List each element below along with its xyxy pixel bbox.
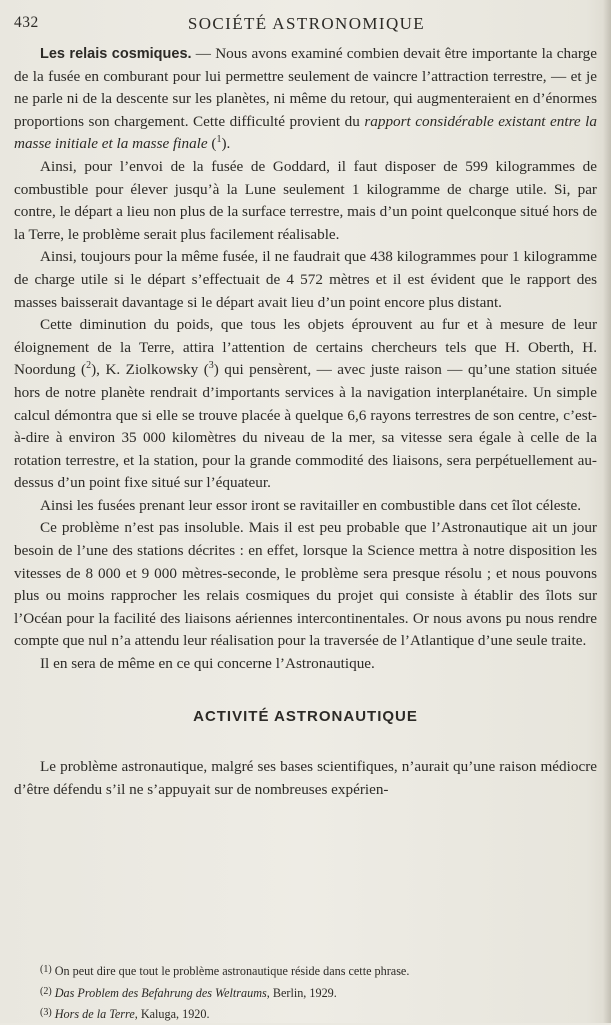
paragraph-text: Cette diminution du poids, que tous les objets éprouvent au fur et à mesure de leur éloignement de la Terre, attira l’attention de certains chercheurs tels que H. Oberth, H. Noordung ( bbox=[14, 316, 597, 379]
section-heading: ACTIVITÉ ASTRONAUTIQUE bbox=[193, 707, 418, 725]
paragraph: Ce problème n’est pas insoluble. Mais il est peu probable que l’Astronautique ait un jour besoin de l’une des stations décrites : en effet, lorsque la Science mettra à notre disposition les vitesses de 8 000 et 9 000 mètres-seconde, le problème sera presque résolu ; et nous pouvons plus ou moins rapprocher les relais cosmiques du projet qui consiste à établir des îlots sur l’Océan pour la facilité des liaisons aériennes intercontinentales. Or nous avons pu nous rendre compte que nul n’a attendu leur réalisation pour la traversée de l’Atlantique d’une seule traite. bbox=[14, 519, 597, 650]
footnote-title: Hors de la Terre bbox=[54, 1007, 135, 1022]
footnote bbox=[40, 960, 590, 982]
paragraph bbox=[14, 314, 597, 495]
paragraph: Le problème astronautique, malgré ses bases scientifiques, n’aurait qu’une raison médiocre d’être défendu s’il ne s’appuyait sur de nombreuses expérien- bbox=[14, 758, 597, 798]
page-edge-shadow bbox=[603, 0, 611, 1023]
footnote-text: , Kaluga, 1920. bbox=[134, 1007, 210, 1022]
emphasis: rapport considérable existant entre la masse initiale et la masse finale bbox=[14, 112, 597, 153]
footnote-text: , Berlin, 1929. bbox=[266, 985, 337, 1000]
paragraph: Ainsi, pour l’envoi de la fusée de Goddard, il faut disposer de 599 kilogrammes de combustible pour élever jusqu’à la Lune seulement 1 kilogramme de charge utile. Si, par contre, le départ a lieu non plus de la surface terrestre, mais d’un point quelconque situé hors de la Terre, le problème serait plus facilement réalisable. bbox=[14, 157, 597, 243]
paragraph-text: — Nous avons examiné combien devait être importante la charge de la fusée en comburant pour lui permettre seulement de vaincre l’attraction terrestre, — et je ne parle ni de la descente sur les planètes, ni même du retour, qui augmenteraient en d’énormes proportions son chargement. Cette difficulté provient du bbox=[14, 45, 597, 130]
footnote bbox=[40, 1003, 590, 1025]
footnote-ref: 3 bbox=[208, 360, 214, 372]
paragraph-text: ( bbox=[207, 135, 217, 153]
footnote-ref: 2 bbox=[86, 360, 92, 372]
section-lead: Les relais cosmiques. bbox=[40, 46, 192, 62]
footnote-mark: (3) bbox=[40, 1007, 52, 1019]
main-text bbox=[14, 43, 597, 801]
footnote-mark: (1) bbox=[40, 964, 52, 975]
paragraph-text: ). bbox=[221, 135, 231, 153]
paragraph bbox=[14, 43, 597, 156]
footnote-mark: (2) bbox=[40, 985, 52, 997]
paragraph: Ainsi, toujours pour la même fusée, il ne faudrait que 438 kilogrammes pour 1 kilogramme de charge utile si le départ s’effectuait de 4 572 mètres et il est évident que le rapport des masses baisserait davantage si le départ avait lieu d’un point encore plus distant. bbox=[14, 248, 597, 311]
paragraph: Il en sera de même en ce qui concerne l’Astronautique. bbox=[40, 655, 375, 673]
paragraph-text: ), K. Ziolkowsky ( bbox=[91, 361, 209, 379]
paragraph-text: ) qui pensèrent, — avec juste raison — qu’une station située hors de notre planète rendrait d’importants services à la navigation interplanétaire. Un simple calcul démontra que si elle se trouve placée à quelque 6,6 rayons terrestres de son centre, c’est-à-dire à environ 35 000 kilomètres du niveau de la mer, sa vitesse sera égale à celle de la rotation terrestre, et la station, pour la grande commodité des liaisons, sera perpétuellement au-dessus d’un point fixe situé sur l’équateur. bbox=[14, 361, 597, 492]
paragraph: Ainsi les fusées prenant leur essor iront se ravitailler en combustible dans cet îlot céleste. bbox=[40, 496, 582, 514]
footnote-text: On peut dire que tout le problème astronautique réside dans cette phrase. bbox=[54, 964, 410, 978]
footnotes bbox=[40, 960, 590, 1025]
running-header bbox=[14, 14, 599, 34]
running-title: SOCIÉTÉ ASTRONOMIQUE bbox=[187, 14, 426, 33]
footnote-ref: 1 bbox=[216, 134, 222, 146]
footnote bbox=[40, 982, 590, 1004]
footnote-title: Das Problem des Befahrung des Weltraums bbox=[54, 985, 267, 1000]
page-number: 432 bbox=[14, 14, 39, 31]
